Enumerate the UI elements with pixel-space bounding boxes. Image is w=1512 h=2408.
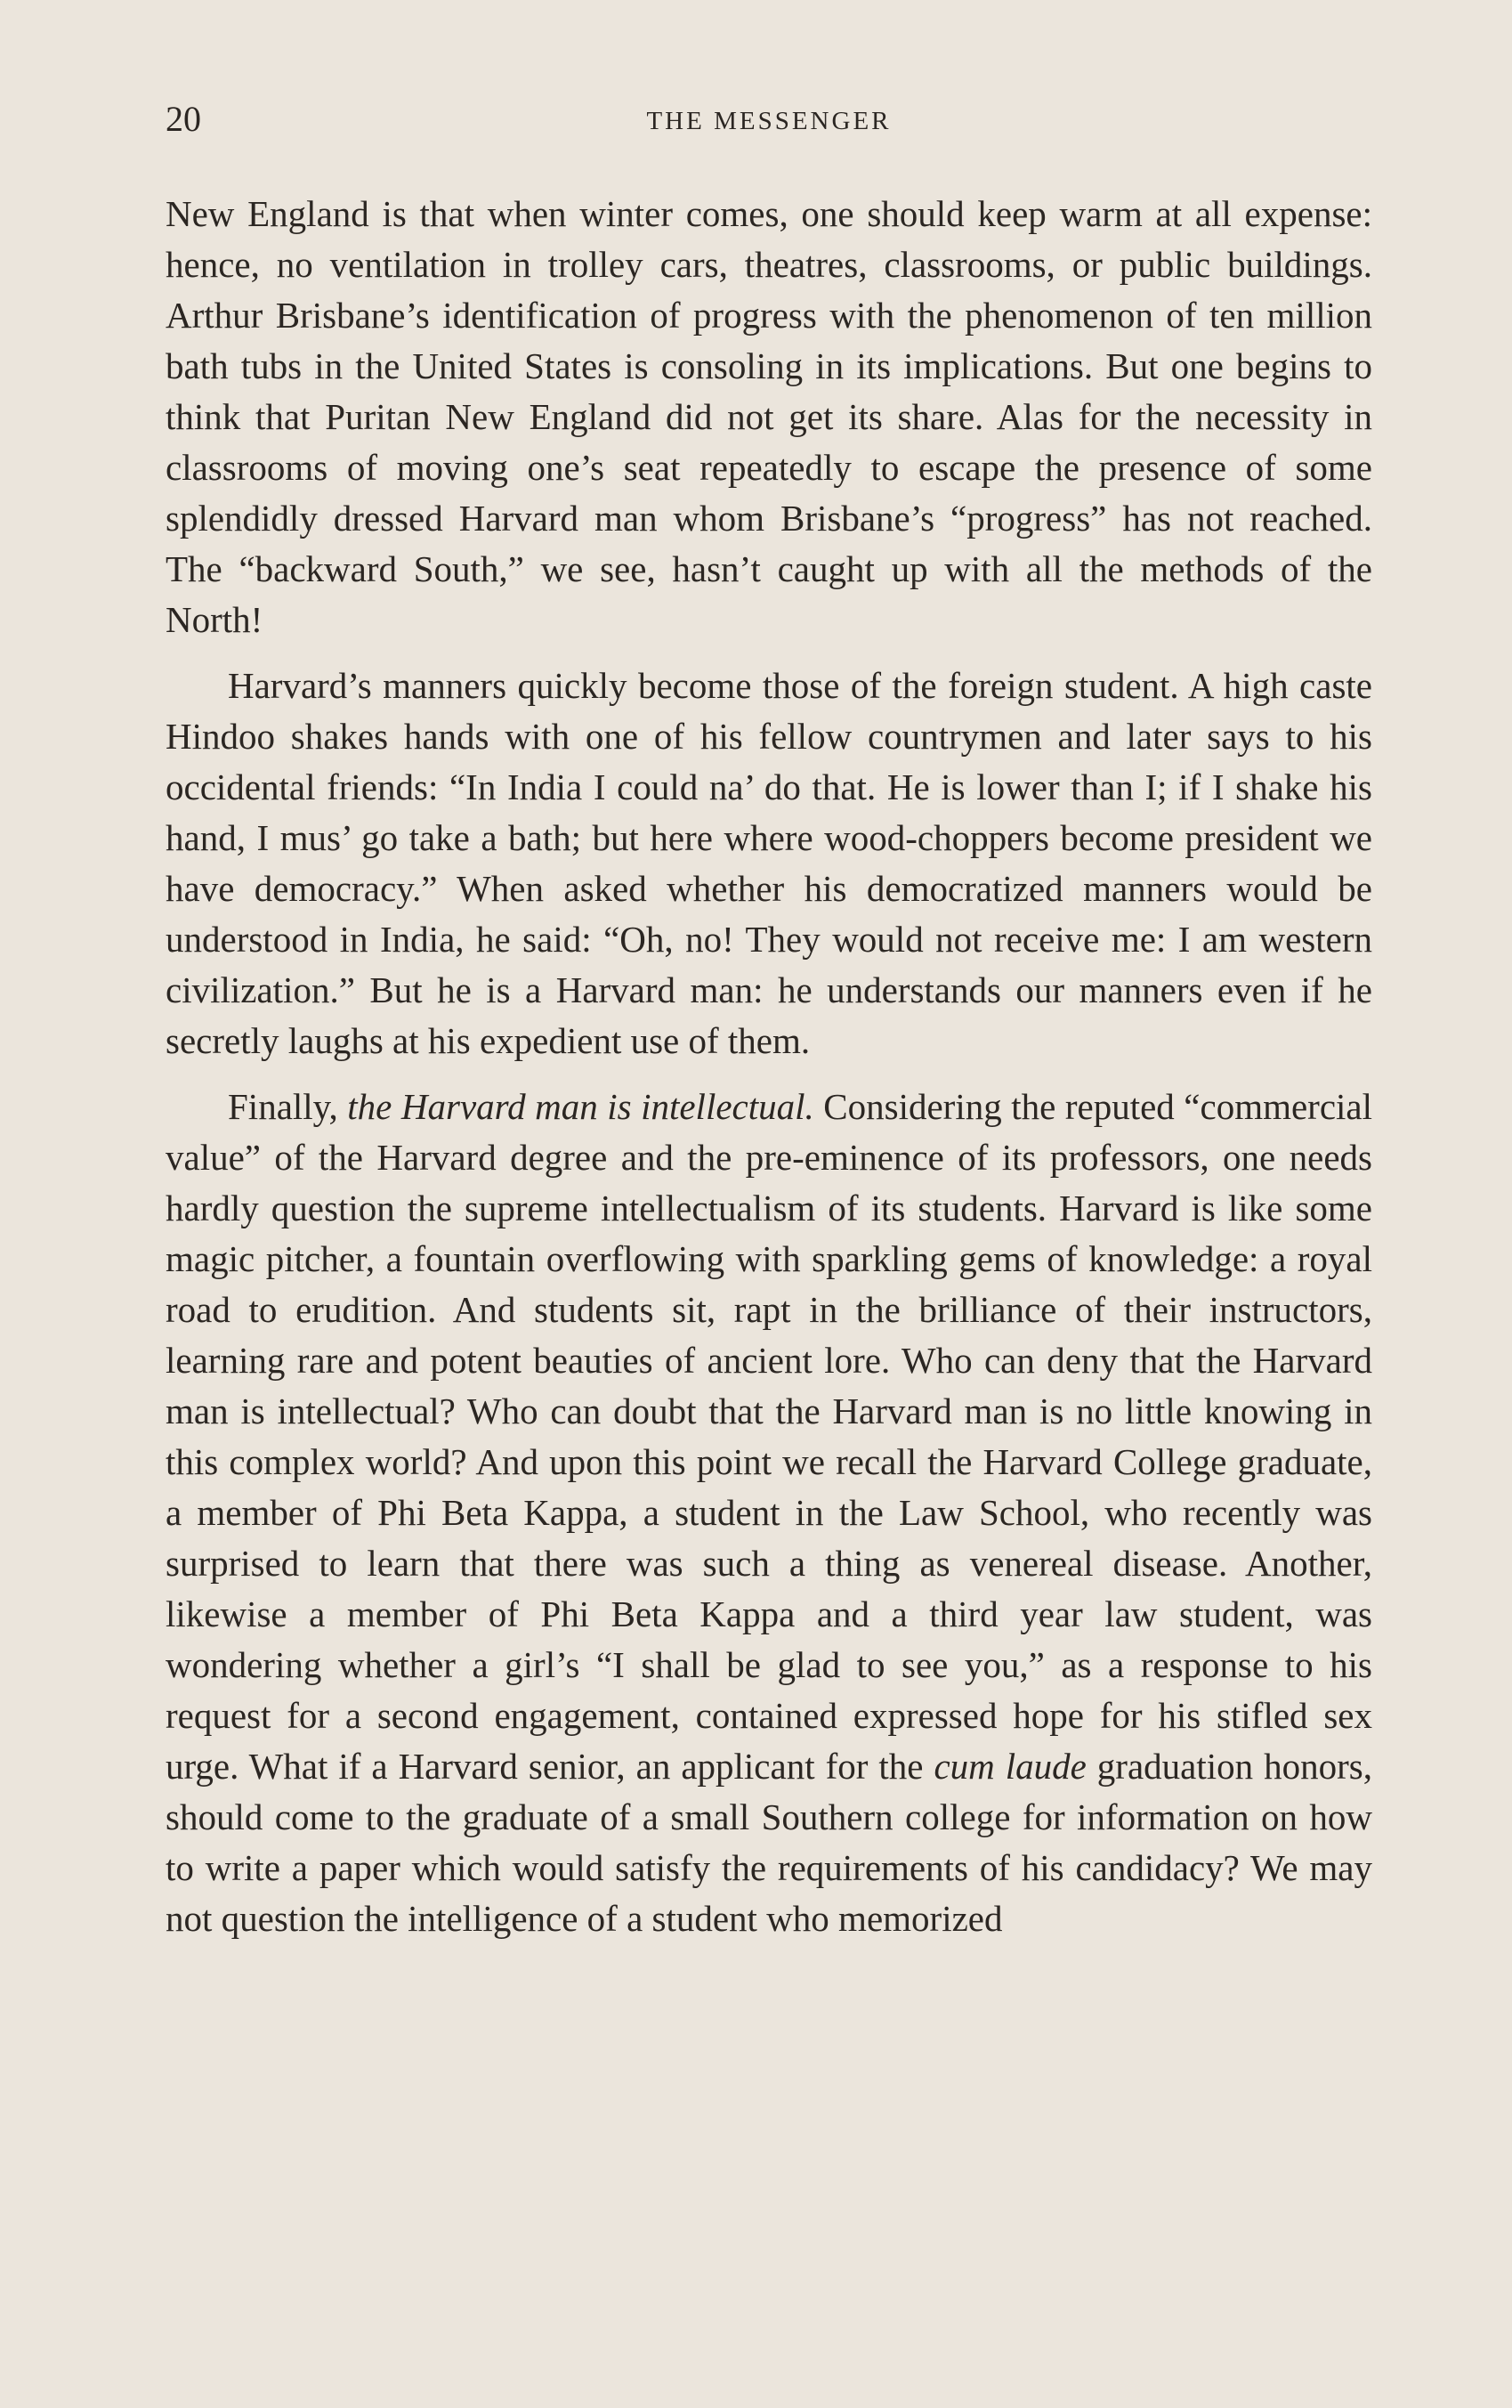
paragraph-body-part-2: graduation honors, should come to the graduate of a small Southern college for information on how to write a paper which would satisfy the requirements of his candidacy? We may not question the intelligence of a student who memorized bbox=[166, 1746, 1372, 1939]
paragraph-lead: Finally, bbox=[228, 1086, 348, 1127]
journal-title: THE MESSENGER bbox=[646, 107, 892, 135]
italic-honors-phrase: cum laude bbox=[934, 1746, 1087, 1787]
paragraph-intellectual bbox=[166, 1082, 1372, 1944]
running-head bbox=[166, 96, 1372, 142]
paragraph-manners: Harvard’s manners quickly become those of the foreign student. A high caste Hindoo shakes hands with one of his fellow countrymen and later says to his occidental friends: “In India I could na’ do that. He is lower than I; if I shake his hand, I mus’ go take a bath; but here where wood-choppers become president we have democracy.” When asked whether his democratized manners would be understood in India, he said: “Oh, no! They would not receive me: I am western civilization.” But he is a Harvard man: he understands our manners even if he secretly laughs at his expedient use of them. bbox=[166, 665, 1372, 1061]
paragraph-continuation: New England is that when winter comes, one should keep warm at all expense: hence, no ventilation in trolley cars, theatres, classrooms, or public buildings. Arthur Brisbane’s identification of progress with the phenomenon of ten million bath tubs in the United States is consoling in its implications. But one begins to think that Puritan New England did not get its share. Alas for the necessity in classrooms of moving one’s seat repeatedly to escape the presence of some splendidly dressed Harvard man whom Brisbane’s “progress” has not reached. The “backward South,” we see, hasn’t caught up with all the methods of the North! bbox=[166, 193, 1372, 640]
italic-thesis-phrase: the Harvard man is intellectual. bbox=[347, 1086, 814, 1127]
paragraph-body-part-1: Considering the reputed “commercial value” of the Harvard degree and the pre-eminence of its professors, one needs hardly question the supreme intellectualism of its students. Harvard is like some magic pitcher, a fountain overflowing with sparkling gems of knowledge: a royal road to erudition. And students sit, rapt in the brilliance of their instructors, learning rare and potent beauties of ancient lore. Who can deny that the Harvard man is intellectual? Who can doubt that the Harvard man is no little knowing in this complex world? And upon this point we recall the Harvard College graduate, a member of Phi Beta Kappa, a student in the Law School, who recently was surprised to learn that there was such a thing as venereal disease. Another, likewise a member of Phi Beta Kappa and a third year law student, was wondering whether a girl’s “I shall be glad to see you,” as a response to his request for a second engagement, contained expressed hope for his stifled sex urge. What if a Harvard senior, an applicant for the bbox=[166, 1086, 1373, 1787]
page-number: 20 bbox=[166, 99, 201, 139]
body-text bbox=[166, 189, 1372, 1944]
